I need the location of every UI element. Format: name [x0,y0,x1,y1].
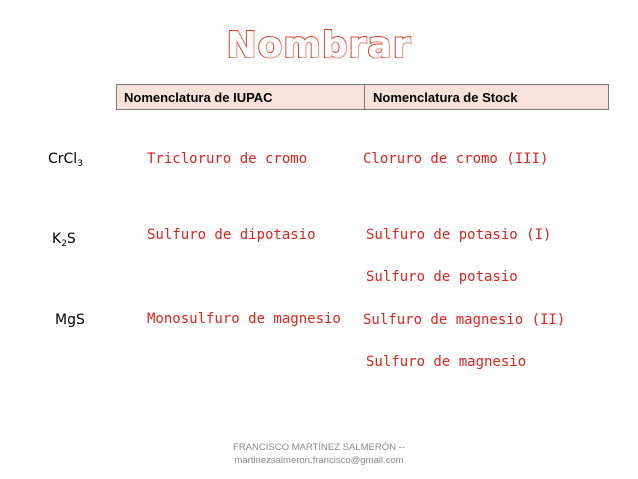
header-iupac: Nomenclatura de IUPAC [117,85,365,109]
stock-name-mgs-2: Sulfuro de magnesio [366,354,527,370]
footer [0,441,638,467]
formula-k2s: $K_2S$ [52,231,76,249]
stock-name-mgs-1: Sulfuro de magnesio (II) [363,312,566,328]
formula-crcl3: CrCl$_3$ [48,151,83,169]
formula-mgs: MgS [55,312,85,328]
iupac-name-mgs: Monosulfuro de magnesio [147,311,341,327]
header-stock: Nomenclatura de Stock [373,89,518,105]
footer-email: martinezsalmeron.francisco@gmail.com [234,455,404,466]
slide-title: Nombrar [226,25,412,66]
table-header [116,84,609,110]
stock-name-k2s-2: Sulfuro de potasio [366,269,518,285]
stock-name-k2s-1: Sulfuro de potasio (I) [366,227,552,243]
stock-name-crcl3: Cloruro de cromo (III) [363,151,549,167]
footer-author: FRANCISCO MARTÍNEZ SALMERÓN -- [233,442,405,453]
iupac-name-crcl3: Tricloruro de cromo [147,151,308,167]
iupac-name-k2s: Sulfuro de dipotasio [147,227,316,243]
